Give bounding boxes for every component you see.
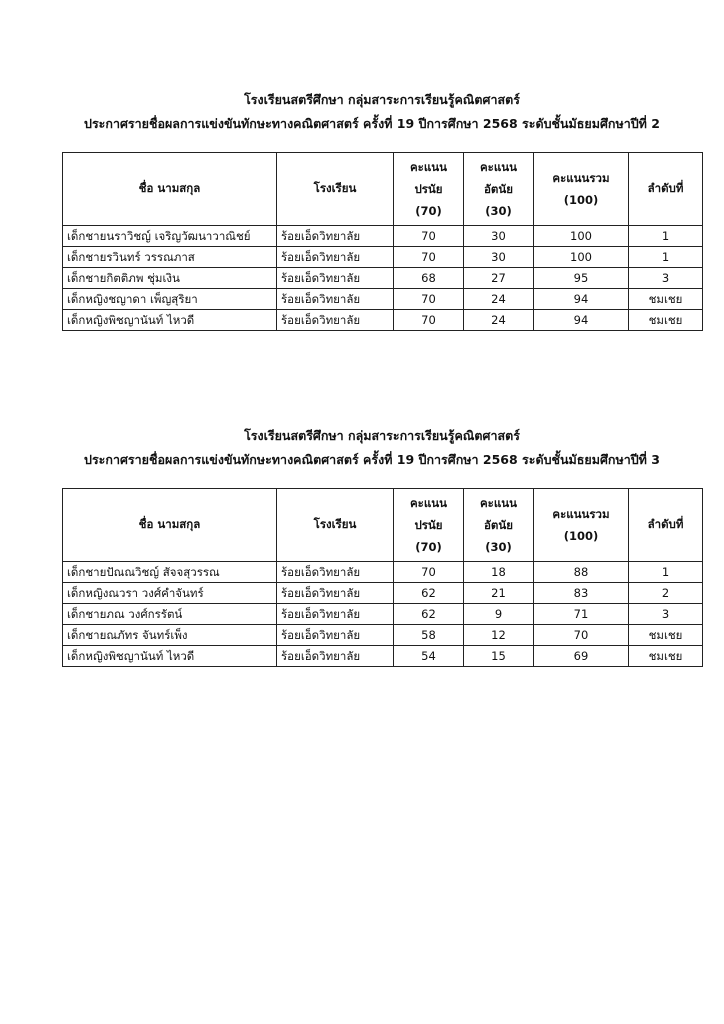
header-objective-score xyxy=(394,153,464,226)
header-total-line1: คะแนนรวม xyxy=(552,171,610,185)
table-row xyxy=(63,562,703,583)
cell-school: ร้อยเอ็ดวิทยาลัย xyxy=(277,268,394,289)
cell-written-score: 27 xyxy=(464,268,534,289)
table-row xyxy=(63,604,703,625)
results-section-grade-2 xyxy=(62,88,702,331)
cell-rank: ชมเชย xyxy=(629,289,703,310)
cell-school: ร้อยเอ็ดวิทยาลัย xyxy=(277,310,394,331)
cell-total-score: 83 xyxy=(534,583,629,604)
cell-total-score: 88 xyxy=(534,562,629,583)
cell-rank: 1 xyxy=(629,562,703,583)
cell-total-score: 100 xyxy=(534,226,629,247)
table-row xyxy=(63,646,703,667)
results-table xyxy=(62,488,703,667)
header-objective-line2: ปรนัย xyxy=(414,518,443,532)
header-total-line2: (100) xyxy=(563,193,599,207)
cell-school: ร้อยเอ็ดวิทยาลัย xyxy=(277,646,394,667)
cell-rank: 1 xyxy=(629,247,703,268)
header-rank: ลำดับที่ xyxy=(629,489,703,562)
header-total-score xyxy=(534,153,629,226)
header-rank: ลำดับที่ xyxy=(629,153,703,226)
cell-objective-score: 68 xyxy=(394,268,464,289)
table-header-row xyxy=(63,489,703,562)
header-written-line2: อัตนัย xyxy=(484,518,513,532)
header-objective-line3: (70) xyxy=(415,204,442,218)
cell-written-score: 24 xyxy=(464,289,534,310)
cell-objective-score: 58 xyxy=(394,625,464,646)
header-written-score xyxy=(464,489,534,562)
cell-name: เด็กหญิงณวรา วงศ์คำจันทร์ xyxy=(63,583,277,604)
cell-school: ร้อยเอ็ดวิทยาลัย xyxy=(277,583,394,604)
header-name: ชื่อ นามสกุล xyxy=(63,153,277,226)
cell-name: เด็กชายณภัทร จันทร์เพ็ง xyxy=(63,625,277,646)
table-row xyxy=(63,625,703,646)
results-table xyxy=(62,152,703,331)
cell-school: ร้อยเอ็ดวิทยาลัย xyxy=(277,625,394,646)
cell-objective-score: 62 xyxy=(394,583,464,604)
cell-written-score: 9 xyxy=(464,604,534,625)
announcement-heading: ประกาศรายชื่อผลการแข่งขันทักษะทางคณิตศาสตร์ ครั้งที่ 19 ปีการศึกษา 2568 ระดับชั้นมัธยมศึกษาปีที่ 3 xyxy=(84,452,660,467)
cell-rank: 1 xyxy=(629,226,703,247)
cell-school: ร้อยเอ็ดวิทยาลัย xyxy=(277,562,394,583)
cell-written-score: 30 xyxy=(464,226,534,247)
cell-written-score: 21 xyxy=(464,583,534,604)
header-written-line3: (30) xyxy=(485,204,512,218)
cell-written-score: 30 xyxy=(464,247,534,268)
cell-total-score: 95 xyxy=(534,268,629,289)
cell-rank: 3 xyxy=(629,268,703,289)
header-objective-line2: ปรนัย xyxy=(414,182,443,196)
cell-school: ร้อยเอ็ดวิทยาลัย xyxy=(277,289,394,310)
header-objective-line3: (70) xyxy=(415,540,442,554)
cell-total-score: 69 xyxy=(534,646,629,667)
header-objective-score xyxy=(394,489,464,562)
header-written-line1: คะแนน xyxy=(479,160,517,174)
cell-objective-score: 70 xyxy=(394,226,464,247)
cell-school: ร้อยเอ็ดวิทยาลัย xyxy=(277,226,394,247)
cell-total-score: 70 xyxy=(534,625,629,646)
cell-objective-score: 70 xyxy=(394,562,464,583)
table-header-row xyxy=(63,153,703,226)
header-school: โรงเรียน xyxy=(277,153,394,226)
cell-objective-score: 62 xyxy=(394,604,464,625)
table-row xyxy=(63,247,703,268)
cell-objective-score: 70 xyxy=(394,289,464,310)
table-row xyxy=(63,226,703,247)
cell-objective-score: 54 xyxy=(394,646,464,667)
cell-name: เด็กหญิงพิชญานันท์ ไหวดี xyxy=(63,646,277,667)
cell-name: เด็กชายรวินทร์ วรรณภาส xyxy=(63,247,277,268)
results-section-grade-3 xyxy=(62,424,702,667)
cell-written-score: 18 xyxy=(464,562,534,583)
cell-school: ร้อยเอ็ดวิทยาลัย xyxy=(277,604,394,625)
header-written-score xyxy=(464,153,534,226)
header-objective-line1: คะแนน xyxy=(409,160,447,174)
cell-name: เด็กหญิงชญาดา เพ็ญสุริยา xyxy=(63,289,277,310)
header-objective-line1: คะแนน xyxy=(409,496,447,510)
cell-rank: ชมเชย xyxy=(629,646,703,667)
cell-name: เด็กชายกิตติภพ ชุ่มเงิน xyxy=(63,268,277,289)
cell-written-score: 24 xyxy=(464,310,534,331)
cell-name: เด็กชายปัณณวิชญ์ สัจจสุวรรณ xyxy=(63,562,277,583)
table-row xyxy=(63,310,703,331)
header-written-line2: อัตนัย xyxy=(484,182,513,196)
cell-rank: 2 xyxy=(629,583,703,604)
cell-rank: ชมเชย xyxy=(629,310,703,331)
cell-school: ร้อยเอ็ดวิทยาลัย xyxy=(277,247,394,268)
header-written-line1: คะแนน xyxy=(479,496,517,510)
cell-total-score: 71 xyxy=(534,604,629,625)
cell-rank: 3 xyxy=(629,604,703,625)
cell-objective-score: 70 xyxy=(394,247,464,268)
cell-written-score: 12 xyxy=(464,625,534,646)
cell-name: เด็กชายนราวิชญ์ เจริญวัฒนาวาณิชย์ xyxy=(63,226,277,247)
header-total-line2: (100) xyxy=(563,529,599,543)
cell-name: เด็กชายภณ วงศ์กรรัตน์ xyxy=(63,604,277,625)
table-row xyxy=(63,583,703,604)
header-total-score xyxy=(534,489,629,562)
cell-written-score: 15 xyxy=(464,646,534,667)
cell-total-score: 100 xyxy=(534,247,629,268)
header-school: โรงเรียน xyxy=(277,489,394,562)
school-heading: โรงเรียนสตรีศึกษา กลุ่มสาระการเรียนรู้คณิตศาสตร์ xyxy=(244,92,520,107)
announcement-heading: ประกาศรายชื่อผลการแข่งขันทักษะทางคณิตศาสตร์ ครั้งที่ 19 ปีการศึกษา 2568 ระดับชั้นมัธยมศึกษาปีที่ 2 xyxy=(84,116,660,131)
cell-objective-score: 70 xyxy=(394,310,464,331)
table-row xyxy=(63,289,703,310)
cell-total-score: 94 xyxy=(534,310,629,331)
cell-name: เด็กหญิงพิชญานันท์ ไหวดี xyxy=(63,310,277,331)
cell-total-score: 94 xyxy=(534,289,629,310)
header-written-line3: (30) xyxy=(485,540,512,554)
table-row xyxy=(63,268,703,289)
header-name: ชื่อ นามสกุล xyxy=(63,489,277,562)
header-total-line1: คะแนนรวม xyxy=(552,507,610,521)
cell-rank: ชมเชย xyxy=(629,625,703,646)
school-heading: โรงเรียนสตรีศึกษา กลุ่มสาระการเรียนรู้คณิตศาสตร์ xyxy=(244,428,520,443)
